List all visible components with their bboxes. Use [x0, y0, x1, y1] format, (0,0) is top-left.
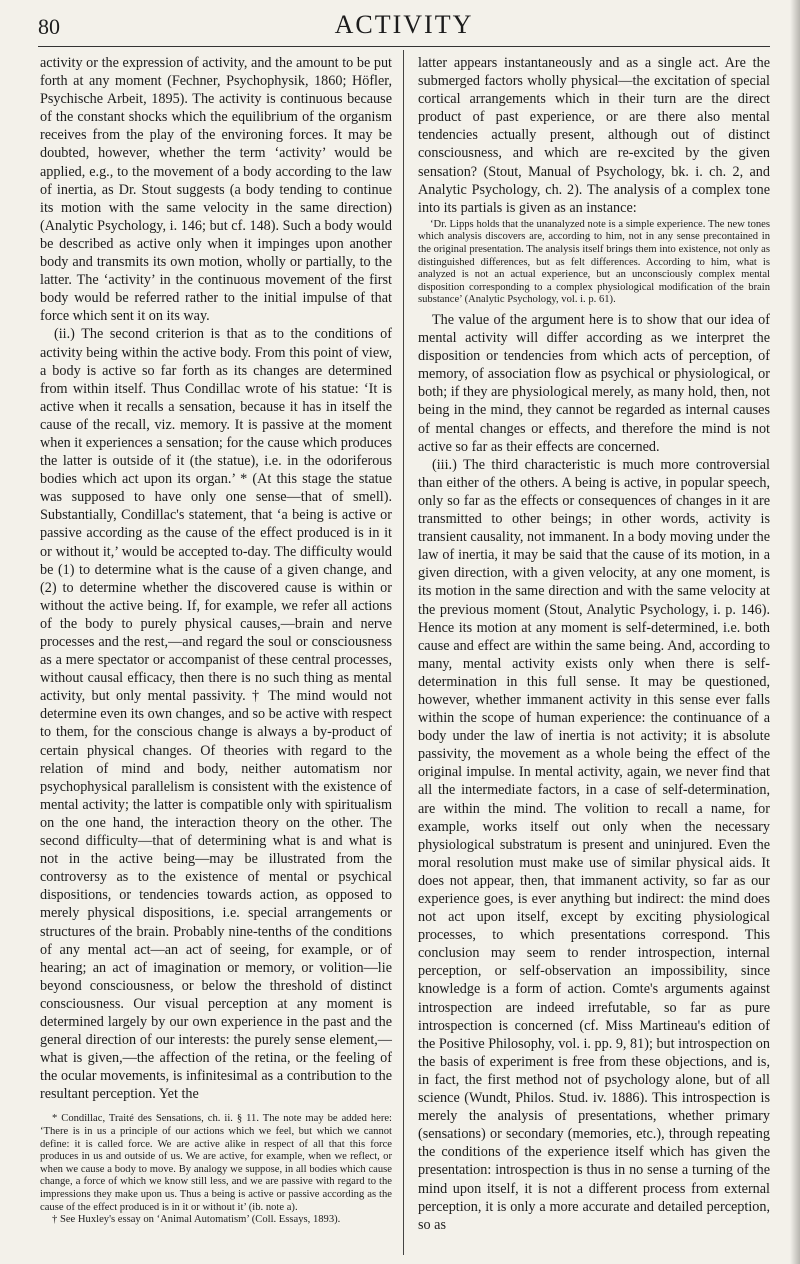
- right-column: [418, 54, 770, 1234]
- page-number: 80: [38, 14, 60, 39]
- paragraph: (ii.) The second criterion is that as to the conditions of activity being within the active body. From this point of view, a body is active so far forth as its changes are determined from within itself. Thus Condillac wrote of his statue: ‘It is active when it recalls a sensation, because it has in itself the cause of the recall, viz. memory. It is passive at the moment when it experiences a sensation; for the cause which produces the latter is outside of it (the statue), i.e. in the odoriferous bodies which act upon its organ.’ * (At this stage the statue was supposed to have only one sense—that of smell). Substantially, Condillac's statement, that ‘a being is active or passive according as the cause of the effect produced is in it or without it,’ would be accepted to-day. The difficulty would be (1) to determine what is the cause of a given change, and (2) to determine whether the discovered cause is within or without the active being. If, for example, we refer all actions of the body to purely physical causes,—brain and nerve processes and the rest,—and regard the soul or consciousness as a mere spectator or accompanist of these central processes, without causal efficacy, then there is no such thing as mental activity, but only mental passivity. † The mind would not determine even its own changes, and so be active with respect to them, for the conscious change is always a by-product of certain physical changes. Of theories with regard to the relation of mind and body, neither automatism nor psychophysical parallelism is consistent with the existence of mental activity; the latter is compatible only with spiritualism on the one hand, the interaction theory on the other. The second difficulty—that of determining what is and what is not in the active being—may be illustrated from the controversy as to the existence of mental or psychical dispositions, or tendencies towards action, as opposed to merely physical dispositions, i.e. special arrangements or structures of the brain. Probably nine-tenths of the conditions of any mental act—an act of seeing, for example, or of hearing; an act of imagination or memory, or volition—lie beyond consciousness, or below the threshold of distinct consciousness. Our visual perception at any moment is determined largely by our own experience in the past and the general direction of our interests: the purely sense element,—what is given,—the affection of the retina, or the feeling of the ocular movements, is infinitesimal as a contribution to the resultant perception. Yet the: [40, 326, 392, 1103]
- page-edge-shadow: [790, 0, 800, 1264]
- paragraph: activity or the expression of activity, and the amount to be put forth at any moment (Fechner, Psychophysik, 1860; Höfler, Psychische Arbeit, 1895). The activity is continuous because of the constant shocks which the equilibrium of the organism receives from the play of the environing forces. It may be doubted, however, whether the term ‘activity’ would be applied, e.g., to the movement of a body according to the law of inertia, as Dr. Stout suggests (a body tending to continue its motion with the same velocity in the same direction) (Analytic Psychology, i. 146; but cf. 148). Such a body would be described as active only when it impinges upon another body and transmits its own motion, wholly or partially, to the latter. The ‘activity’ in the continuous movement of the first body would be referred rather to the initial impulse of that force which sent it on its way.: [40, 55, 392, 325]
- page-header: [38, 4, 770, 44]
- header-rule: [38, 46, 770, 47]
- paragraph: The value of the argument here is to show that our idea of mental activity will differ according as we interpret the disposition or tendencies from which acts of perception, of memory, of association flow as psychical or physiological, or both; if they are physiological merely, as many hold, then, not being in the mind, they cannot be regarded as internal causes of mental changes or effects, and therefore the mind is not active so far as their effects are concerned.: [418, 312, 770, 455]
- left-column: [40, 54, 392, 1227]
- column-divider: [403, 50, 404, 1255]
- footnote-separator: [40, 1103, 392, 1109]
- paragraph: latter appears instantaneously and as a single act. Are the submerged factors wholly physical—the excitation of special cortical arrangements which in their turn are the direct product of past experience, or are there also mental tendencies actually present, although out of distinct consciousness, and which are re-excited by the given sensation? (Stout, Manual of Psychology, bk. i. ch. 2, and Analytic Psychology, ch. 2). The analysis of a complex tone into its partials is given as an instance:: [418, 55, 770, 216]
- running-head: ACTIVITY: [334, 10, 474, 39]
- paragraph: (iii.) The third characteristic is much more controversial than either of the others. A being is active, in popular speech, only so far as the effects or consequences of changes in it are transmitted to other beings; in other words, activity is transient causality, not immanent. In a body moving under the law of inertia, it may be said that the cause of its motion, in a given direction, with a given velocity, at any one moment, is its motion in the same direction and with the same velocity at the previous moment (Stout, Analytic Psychology, i. p. 146). Hence its motion at any moment is self-determined, i.e. both cause and effect are within the same being. And, according to many, mental activity exists only when there is self-determination in this full sense. It may be questioned, however, whether immanent activity in this sense ever falls within the scope of human experience: the continuance of a body under the law of inertia is not activity; it is absolute passivity, the movement as a whole being the effect of the original impulse. In mental activity, again, we never find that all the intermediate factors, in a case of self-determination, are within the mind. The volition to recall a name, for example, works itself out only when the necessary physiological substratum is present and uninjured. Even the moral resolution must make use of similar physical aids. It does not appear, then, that immanent activity, so far as our experience goes, is ever anything but indirect: the mind does not act upon itself, except by exciting physiological processes, to which presentations correspond. This conclusion may seem to render introspection, internal perception, or self-observation an impossibility, since knowledge is a form of action. Comte's arguments against introspection are indeed irrefutable, so far as pure introspection is concerned (cf. Miss Martineau's edition of the Positive Philosophy, vol. i. pp. 9, 81); but introspection on the basis of experiment is free from these objections, and is, in fact, the first method not of psychology alone, but of all science (Wundt, Philos. Stud. iv. 1886). This introspection is merely the analysis of presentations, whether primary (sensations) or secondary (memories, etc.), through repeating the conditions of the experience itself which has given the presentation: introspection is thus in no sense a turning of the mind upon itself, it is not a different process from external perception, it is only a more accurate and detailed perception, so as: [418, 456, 770, 1233]
- footnotes: [40, 1113, 392, 1226]
- footnote: * Condillac, Traité des Sensations, ch. ii. § 11. The note may be added here: ‘There is in us a principle of our actions which we feel, but which we cannot define: it is called force. We are active alike in respect of all that this force produces in us and outside of us. We are active, for example, when we reflect, or when we cause a body to move. By analogy we suppose, in all bodies which cause change, a force of which we know still less, and we are passive with regard to the impressions they make upon us. Thus a being is active or passive according as the cause of the effect produced is in it or without it’ (ib. note a).: [40, 1113, 392, 1213]
- block-quote: [418, 219, 770, 307]
- quote-text: ‘Dr. Lipps holds that the unanalyzed note is a simple experience. The new tones which analysis discovers are, according to him, not in any sense precontained in the original presentation. The analysis itself brings them into existence, not only as distinguished differences, but as felt differences. According to him, what is analyzed is not an actual experience, but an unconsciously complex mental disposition corresponding to a complex physiological modification of the brain substance’ (Analytic Psychology, vol. i. p. 61).: [418, 218, 770, 306]
- footnote: † See Huxley's essay on ‘Animal Automatism’ (Coll. Essays, 1893).: [52, 1214, 341, 1226]
